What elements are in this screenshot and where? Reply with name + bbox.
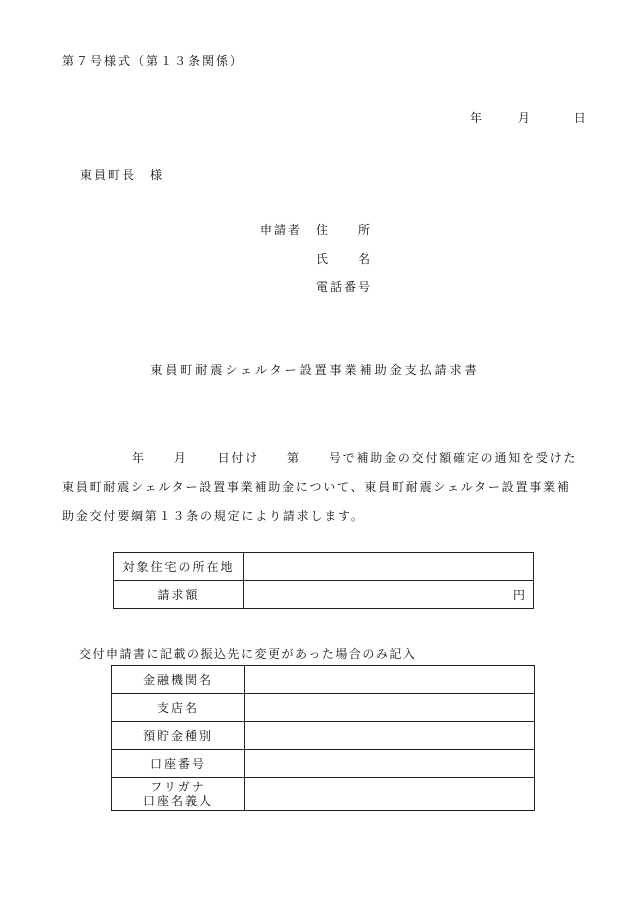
property-location-field[interactable]: [244, 553, 534, 581]
branch-name-label: 支店名: [112, 694, 245, 722]
claim-table: [113, 552, 534, 609]
account-type-field[interactable]: [245, 722, 535, 750]
account-holder-label: [112, 778, 245, 811]
table-row: [112, 694, 535, 722]
applicant-address-label: [316, 221, 370, 238]
applicant-name-label: [316, 250, 370, 267]
document-title: 東員町耐震シェルター設置事業補助金支払請求書: [150, 363, 480, 377]
property-location-label: 対象住宅の所在地: [114, 553, 244, 581]
table-row: [112, 666, 535, 694]
bank-name-label: 金融機関名: [112, 666, 245, 694]
account-holder-field[interactable]: [245, 778, 535, 811]
recipient: [80, 166, 164, 183]
date-year: 年: [470, 111, 485, 125]
body-line-3: 助金交付要綱第１３条の規定により請求します。: [62, 509, 365, 523]
claim-amount-field[interactable]: 円: [244, 581, 534, 609]
table-row: [114, 553, 534, 581]
branch-name-field[interactable]: [245, 694, 535, 722]
address-label-1: 住: [316, 223, 329, 237]
recipient-honorific: 様: [150, 168, 165, 182]
furigana-label: フリガナ: [150, 780, 206, 794]
body-year: 年: [132, 451, 146, 465]
table-row: [112, 750, 535, 778]
table-row: [114, 581, 534, 609]
body-line-2: 東員町耐震シェルター設置事業補助金について、東員町耐震シェルター設置事業補: [62, 480, 571, 494]
name-label-2: 名: [358, 252, 371, 266]
date-month: 月: [517, 111, 532, 125]
address-label-2: 所: [358, 223, 371, 237]
applicant-label: 申請者: [260, 223, 303, 237]
body-dated: 日付け: [217, 451, 260, 465]
claim-amount-label: 請求額: [114, 581, 244, 609]
applicant-phone-label: 電話番号: [316, 280, 373, 294]
form-id: 第７号様式（第１３条関係）: [62, 54, 245, 68]
bank-note: 交付申請書に記載の振込先に変更があった場合のみ記入: [79, 647, 417, 661]
account-holder-name-label: 口座名義人: [142, 794, 213, 808]
account-number-field[interactable]: [245, 750, 535, 778]
body-month: 月: [173, 451, 188, 465]
name-label-1: 氏: [316, 252, 329, 266]
body-text: [62, 444, 587, 531]
body-rest: 号で補助金の交付額確定の通知を受けた: [328, 451, 578, 465]
date-line: [470, 109, 588, 126]
account-number-label: 口座番号: [112, 750, 245, 778]
bank-name-field[interactable]: [245, 666, 535, 694]
recipient-name: 東員町長: [80, 168, 137, 182]
table-row: [112, 778, 535, 811]
account-type-label: 預貯金種別: [112, 722, 245, 750]
body-line-1: [62, 444, 587, 473]
bank-table: [111, 665, 535, 811]
date-day: 日: [573, 111, 588, 125]
table-row: [112, 722, 535, 750]
body-no: 第: [287, 451, 301, 465]
